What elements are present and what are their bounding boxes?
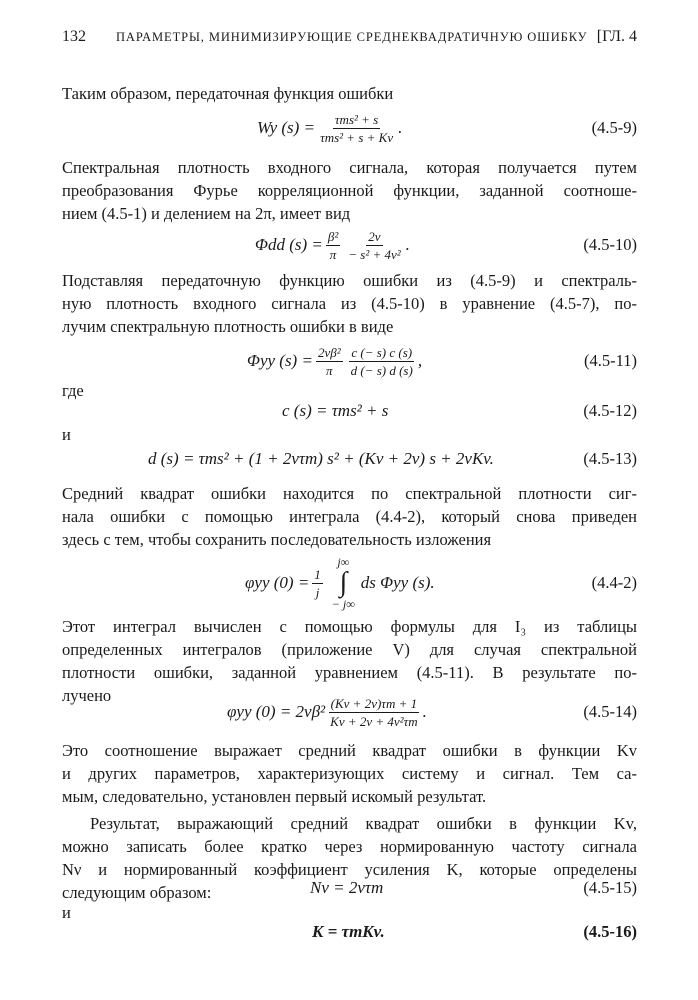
equation-4-5-11 bbox=[62, 341, 637, 381]
equation-lhs: Wy (s) = bbox=[257, 118, 316, 137]
fraction-denominator: Kv + 2ν + 4ν²τm bbox=[330, 713, 418, 729]
equation-lhs: φyy (0) = bbox=[245, 573, 310, 592]
integrand: ds Φyy (s). bbox=[360, 573, 435, 592]
paragraph-line: ную плотность входного сигнала из (4.5-10) в уравнение (4.5-7), по- bbox=[62, 294, 637, 313]
fraction-denominator: − s² + 4ν² bbox=[348, 246, 401, 262]
paragraph-line: Результат, выражающий средний квадрат ошибки в функции Kv, bbox=[90, 814, 637, 833]
chapter-label: [ГЛ. 4 bbox=[596, 28, 637, 45]
integral-lower-limit: − j∞ bbox=[331, 597, 355, 611]
paragraph-line: Nν и нормированный коэффициент усиления K, которые определены bbox=[62, 860, 637, 879]
paragraph-line: Спектральная плотность входного сигнала, которая получается путем bbox=[62, 158, 637, 177]
page-number: 132 bbox=[62, 28, 86, 45]
equation-4-5-16 bbox=[62, 912, 637, 952]
equation-4-4-2 bbox=[62, 555, 637, 611]
equation-4-5-12 bbox=[62, 391, 637, 431]
equation-body bbox=[245, 555, 435, 611]
paragraph-line: Этот интеграл вычислен с помощью формулы для I₃ из таблицы bbox=[62, 617, 637, 636]
equation-body: Nν = 2ντm bbox=[310, 878, 384, 897]
fraction bbox=[349, 345, 415, 378]
equation-4-5-13 bbox=[62, 439, 637, 479]
equation-4-5-10 bbox=[62, 225, 637, 265]
equation-body bbox=[257, 108, 402, 148]
paragraph-line: преобразования Фурье корреляционной функции, заданной соотноше- bbox=[62, 181, 637, 200]
fraction-numerator: (Kv + 2ν)τm + 1 bbox=[330, 695, 418, 711]
equation-lhs: Φdd (s) = bbox=[255, 235, 323, 254]
paragraph-line: плотности ошибки, заданной уравнением (4.5-11). В результате по- bbox=[62, 663, 637, 682]
integral bbox=[332, 555, 355, 611]
paragraph-line: нием (4.5-1) и делением на 2π, имеет вид bbox=[62, 204, 351, 223]
where-label: где bbox=[62, 381, 84, 400]
equation-body: c (s) = τms² + s bbox=[282, 401, 389, 420]
fraction bbox=[326, 229, 340, 262]
fraction-denominator: τms² + s + Kv bbox=[320, 129, 394, 145]
paragraph-line: Таким образом, передаточная функция ошибки bbox=[62, 84, 394, 103]
equation-number: (4.5-16) bbox=[583, 922, 637, 941]
paragraph-line: Подставляя передаточную функцию ошибки из (4.5-9) и спектраль- bbox=[62, 271, 637, 290]
and-label: и bbox=[62, 425, 71, 444]
equation-body bbox=[247, 341, 422, 381]
fraction bbox=[312, 567, 323, 600]
equation-4-5-9 bbox=[62, 108, 637, 148]
and-label: и bbox=[62, 903, 71, 922]
fraction-denominator: π bbox=[329, 246, 337, 262]
equation-number: (4.5-11) bbox=[584, 351, 637, 370]
equation-punctuation: . bbox=[405, 235, 410, 254]
equation-number: (4.5-13) bbox=[583, 449, 637, 468]
paragraph-line: можно записать более кратко через нормированную частоту сигнала bbox=[62, 837, 637, 856]
equation-body: K = τmKv. bbox=[312, 922, 385, 941]
fraction bbox=[346, 229, 402, 262]
paragraph-line: здесь с тем, чтобы сохранить последовательность изложения bbox=[62, 530, 492, 549]
running-title: ПАРАМЕТРЫ, МИНИМИЗИРУЮЩИЕ СРЕДНЕКВАДРАТИЧНУЮ ОШИБКУ bbox=[116, 30, 588, 44]
fraction bbox=[328, 696, 419, 729]
equation-number: (4.4-2) bbox=[591, 573, 637, 592]
fraction-numerator: 1 bbox=[314, 566, 321, 582]
equation-number: (4.5-14) bbox=[583, 702, 637, 721]
equation-punctuation: , bbox=[417, 351, 423, 370]
fraction bbox=[316, 345, 343, 378]
equation-4-5-14 bbox=[62, 692, 637, 732]
equation-lhs: φyy (0) = 2νβ² bbox=[227, 702, 326, 721]
paragraph-line: определенных интегралов (приложение V) для случая спектральной bbox=[62, 640, 637, 659]
equation-punctuation: . bbox=[422, 702, 427, 721]
fraction-denominator: j bbox=[315, 584, 320, 600]
fraction-numerator: 2νβ² bbox=[317, 344, 341, 360]
equation-number: (4.5-9) bbox=[591, 118, 637, 137]
fraction-numerator: β² bbox=[327, 228, 339, 244]
paragraph-line: и других параметров, характеризующих систему и сигнал. Тем са- bbox=[62, 764, 637, 783]
paragraph-line: лучим спектральную плотность ошибки в виде bbox=[62, 317, 394, 336]
equation-punctuation: . bbox=[398, 118, 403, 137]
running-header bbox=[62, 28, 637, 50]
paragraph-line: мым, следовательно, установлен первый искомый результат. bbox=[62, 787, 487, 806]
paragraph-line: лучено bbox=[62, 686, 112, 705]
fraction-numerator: 2ν bbox=[368, 228, 381, 244]
equation-body bbox=[227, 692, 427, 732]
equation-number: (4.5-12) bbox=[583, 401, 637, 420]
equation-4-5-15 bbox=[62, 868, 637, 908]
integral-sign-icon: ∫ bbox=[339, 567, 348, 598]
equation-body: d (s) = τms² + (1 + 2ντm) s² + (Kv + 2ν) s + 2νKv. bbox=[148, 449, 494, 468]
paragraph-line: Средний квадрат ошибки находится по спектральной плотности сиг- bbox=[62, 484, 637, 503]
paragraph-line: Это соотношение выражает средний квадрат ошибки в функции Kv bbox=[62, 741, 637, 760]
paragraph-line: нала ошибки с помощью интеграла (4.4-2), который снова приведен bbox=[62, 507, 637, 526]
equation-body bbox=[255, 225, 410, 265]
equation-lhs: Φyy (s) = bbox=[247, 351, 313, 370]
fraction-numerator: c (− s) c (s) bbox=[351, 344, 413, 360]
paragraph-line: следующим образом: bbox=[62, 883, 212, 902]
equation-number: (4.5-15) bbox=[583, 878, 637, 897]
fraction-denominator: d (− s) d (s) bbox=[350, 362, 413, 378]
fraction-numerator: τms² + s bbox=[334, 111, 379, 127]
fraction-denominator: π bbox=[326, 362, 333, 378]
fraction bbox=[318, 112, 395, 145]
integral-upper-limit: j∞ bbox=[337, 555, 350, 569]
equation-number: (4.5-10) bbox=[583, 235, 637, 254]
